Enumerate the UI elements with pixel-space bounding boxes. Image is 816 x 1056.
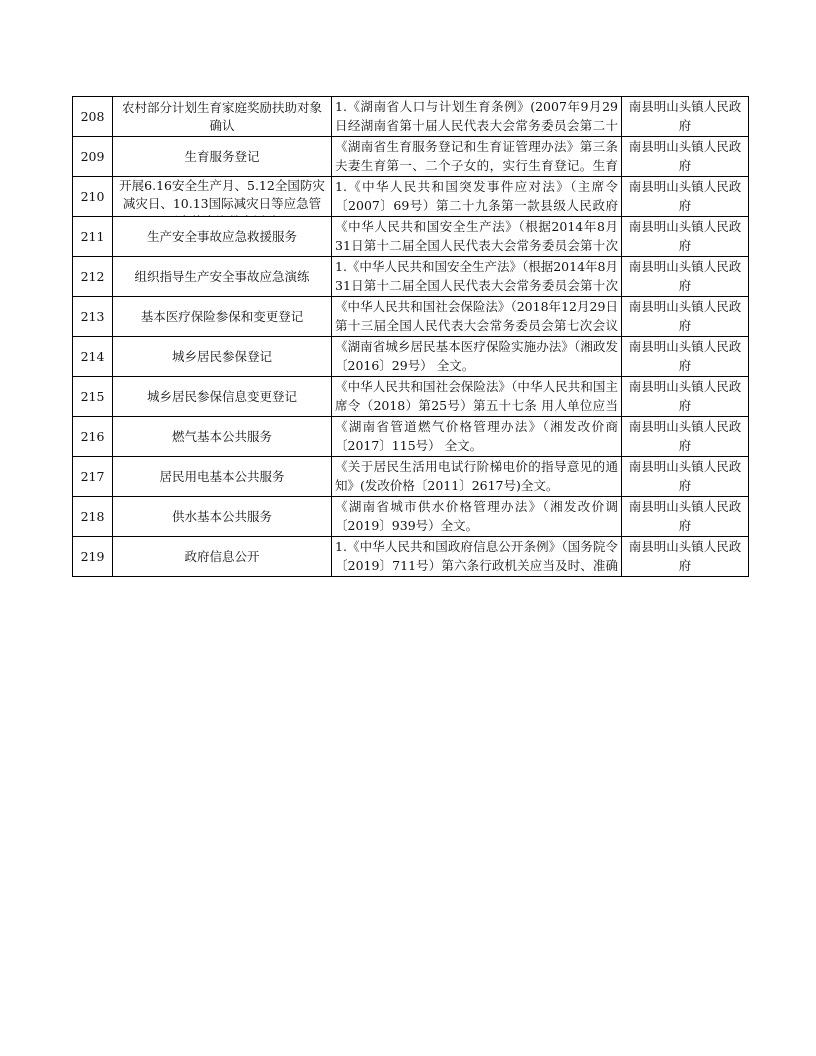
service-name-cell [113,417,332,457]
legal-basis-cell [332,497,622,537]
department-cell [622,337,749,377]
legal-basis-cell [332,337,622,377]
row-number-cell [73,537,113,577]
department-name: 南县明山头镇人民政府 [628,379,742,413]
legal-basis-cell [332,377,622,417]
legal-basis-text: 《湖南省生育服务登记和生育证管理办法》第三条 夫妻生育第一、二个子女的，实行生育登记。生育 [335,139,618,173]
public-services-table [72,96,749,577]
department-cell [622,217,749,257]
legal-basis-text: 《中华人民共和国社会保险法》（2018年12月29日第十三届全国人民代表大会常务委员会第七次会议 [335,299,618,333]
department-name: 南县明山头镇人民政府 [628,499,742,533]
row-number: 217 [80,469,105,484]
row-number-cell [73,217,113,257]
department-name: 南县明山头镇人民政府 [628,339,742,373]
department-name: 南县明山头镇人民政府 [628,459,742,493]
row-number-cell [73,417,113,457]
table-body [73,97,749,577]
legal-basis-text: 《湖南省城市供水价格管理办法》（湘发改价调〔2019〕939号）全文。 [335,499,618,533]
row-number: 208 [80,109,105,124]
department-cell [622,497,749,537]
service-name-cell [113,177,332,217]
department-cell [622,457,749,497]
department-name: 南县明山头镇人民政府 [628,219,742,253]
department-cell [622,257,749,297]
service-name: 生育服务登记 [184,148,260,164]
service-name-cell [113,97,332,137]
services-table-sheet [72,96,748,577]
table-row [73,417,749,457]
table-row [73,457,749,497]
service-name-cell [113,377,332,417]
service-name: 政府信息公开 [184,548,260,564]
service-name: 组织指导生产安全事故应急演练 [134,268,310,284]
row-number-cell [73,337,113,377]
legal-basis-cell [332,297,622,337]
legal-basis-text: 《湖南省管道燃气价格管理办法》（湘发改价商〔2017〕115号） 全文。 [335,419,618,453]
legal-basis-cell [332,177,622,217]
row-number: 209 [80,149,105,164]
service-name: 基本医疗保险参保和变更登记 [140,308,304,324]
row-number: 216 [80,429,105,444]
row-number-cell [73,257,113,297]
row-number: 211 [80,229,105,244]
row-number-cell [73,497,113,537]
table-row [73,537,749,577]
legal-basis-text: 1.《湖南省人口与计划生育条例》(2007年9月29日经湖南省第十届人民代表大会常务委员会第二十 [335,99,618,133]
department-name: 南县明山头镇人民政府 [628,259,742,293]
legal-basis-text: 《关于居民生活用电试行阶梯电价的指导意见的通知》(发改价格〔2011〕2617号)全文。 [335,459,618,493]
legal-basis-cell [332,137,622,177]
row-number: 215 [80,389,105,404]
department-name: 南县明山头镇人民政府 [628,99,742,133]
service-name-cell [113,337,332,377]
legal-basis-text: 《中华人民共和国安全生产法》（根据2014年8月31日第十二届全国人民代表大会常务委员会第十次 [335,219,618,253]
department-name: 南县明山头镇人民政府 [628,179,742,213]
table-row [73,497,749,537]
row-number: 210 [80,189,105,204]
row-number: 213 [80,309,105,324]
legal-basis-cell [332,417,622,457]
service-name: 燃气基本公共服务 [171,428,272,444]
row-number-cell [73,297,113,337]
service-name-cell [113,537,332,577]
service-name-cell [113,217,332,257]
service-name-cell [113,297,332,337]
row-number: 219 [80,549,105,564]
service-name-cell [113,457,332,497]
table-row [73,257,749,297]
service-name: 生产安全事故应急救援服务 [146,228,297,244]
service-name: 供水基本公共服务 [171,508,272,524]
department-cell [622,377,749,417]
table-row [73,337,749,377]
service-name: 城乡居民参保信息变更登记 [146,388,297,404]
department-name: 南县明山头镇人民政府 [628,419,742,453]
row-number-cell [73,457,113,497]
legal-basis-cell [332,457,622,497]
department-cell [622,297,749,337]
service-name: 开展6.16安全生产月、5.12全国防灾减灾日、10.13国际减灾日等应急管 [119,178,325,211]
department-cell [622,537,749,577]
department-cell [622,97,749,137]
row-number: 214 [80,349,105,364]
legal-basis-cell [332,217,622,257]
service-name: 居民用电基本公共服务 [159,468,285,484]
legal-basis-text: 1.《中华人民共和国政府信息公开条例》（国务院令〔2019〕711号）第六条行政机关应当及时、准确 [335,539,618,573]
table-row [73,177,749,217]
department-cell [622,177,749,217]
service-name: 城乡居民参保登记 [171,348,272,364]
table-row [73,297,749,337]
row-number-cell [73,137,113,177]
legal-basis-cell [332,537,622,577]
department-name: 南县明山头镇人民政府 [628,539,742,573]
legal-basis-text: 1.《中华人民共和国突发事件应对法》（主席令〔2007〕69号）第二十九条第一款县级人民政府 [335,179,618,213]
table-row [73,137,749,177]
department-name: 南县明山头镇人民政府 [628,299,742,333]
row-number: 212 [80,269,105,284]
legal-basis-text: 1.《中华人民共和国安全生产法》（根据2014年8月31日第十二届全国人民代表大会常务委员会第十次 [335,259,618,293]
service-name-cell [113,497,332,537]
service-name-cell [113,137,332,177]
table-row [73,377,749,417]
row-number-cell [73,177,113,217]
service-name: 农村部分计划生育家庭奖励扶助对象确认 [121,99,322,133]
row-number-cell [73,97,113,137]
table-row [73,97,749,137]
legal-basis-text: 《湖南省城乡居民基本医疗保险实施办法》（湘政发〔2016〕29号） 全文。 [335,339,618,373]
table-row [73,217,749,257]
row-number-cell [73,377,113,417]
department-name: 南县明山头镇人民政府 [628,139,742,173]
legal-basis-cell [332,257,622,297]
row-number: 218 [80,509,105,524]
department-cell [622,137,749,177]
legal-basis-cell [332,97,622,137]
legal-basis-text: 《中华人民共和国社会保险法》（中华人民共和国主席令（2018）第25号）第五十七条 用人单位应当 [335,379,618,413]
department-cell [622,417,749,457]
service-name-cell [113,257,332,297]
